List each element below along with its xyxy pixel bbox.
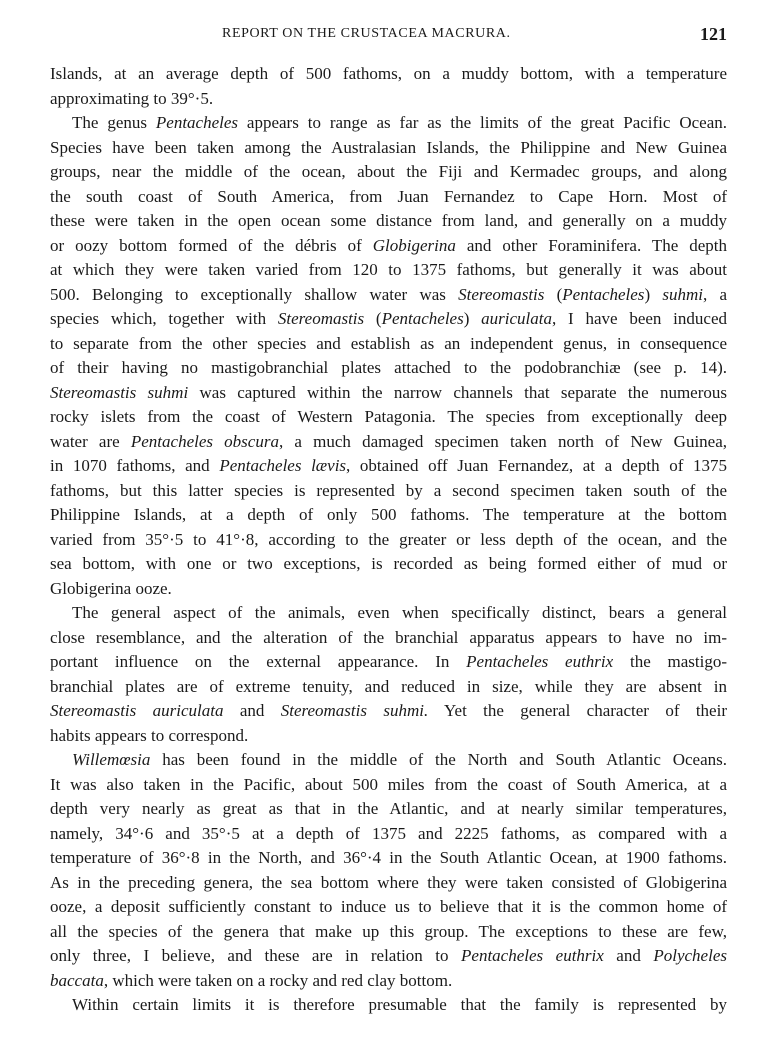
paragraph — [50, 993, 727, 1018]
text-run: depth very nearly as great as that in the Atlantic, and at nearly similar temperatures, — [50, 799, 727, 818]
text-run: all the species of the genera that make up this group. The exceptions to these are few, — [50, 921, 727, 941]
text-line — [50, 846, 727, 871]
text-run: Globigerina ooze. — [50, 578, 172, 598]
text-line — [50, 773, 727, 798]
text-run: , I have been induced — [552, 309, 727, 328]
text-run: ( — [544, 284, 563, 304]
text-line — [50, 160, 727, 185]
text-run: only three, I believe, and these are in relation to — [50, 946, 462, 965]
text-run: water are — [50, 431, 131, 451]
text-run: rocky islets from the coast of Western Patagonia. The species from exceptionally deep — [50, 407, 727, 426]
text-run: in 1070 fathoms, and — [50, 456, 220, 475]
paragraph — [50, 601, 727, 748]
text-line — [50, 528, 727, 553]
text-line — [50, 62, 727, 87]
text-run: It was also taken in the Pacific, about 500 miles from the coast of South America, at a — [50, 774, 727, 794]
text-run: these were taken in the open ocean some distance from land, and generally on a muddy — [50, 211, 727, 230]
text-run: and other Foraminifera. The depth — [455, 235, 727, 255]
text-run: groups, near the middle of the ocean, about the Fiji and Kermadec groups, and along — [50, 162, 727, 181]
text-line — [50, 724, 727, 749]
italic-text: suhmi — [662, 284, 703, 304]
text-run: As in the preceding genera, the sea bottom where they were taken consisted of Globigerina — [50, 872, 727, 892]
text-line — [50, 822, 727, 847]
text-line — [50, 944, 727, 969]
text-run: Species have been taken among the Australasian Islands, the Philippine and New Guinea — [50, 137, 727, 157]
text-run: branchial plates are of extreme tenuity, and reduced in size, while they are absent in — [50, 676, 727, 696]
text-line — [50, 479, 727, 504]
text-line — [50, 136, 727, 161]
text-run: has been found in the middle of the North and South Atlantic Oceans. — [150, 750, 727, 769]
text-run: approximating to 39°·5. — [50, 88, 214, 108]
italic-text: Stereomastis suhmi. — [280, 701, 429, 720]
text-run: , a — [702, 284, 727, 304]
text-run: habits appears to correspond. — [50, 725, 249, 745]
text-run: was captured within the narrow channels that separate the numerous — [188, 382, 727, 402]
text-line — [50, 503, 727, 528]
italic-text: Pentacheles euthrix — [461, 946, 604, 965]
text-line — [50, 650, 727, 675]
italic-text: Stereomastis — [458, 284, 545, 304]
text-run: the south coast of South America, from Juan Fernandez to Cape Horn. Most of — [50, 186, 727, 206]
text-run: of their having no mastigobranchial plates attached to the podobranchiæ (see p. 14). — [50, 358, 727, 377]
running-title: REPORT ON THE CRUSTACEA MACRURA. — [222, 26, 511, 41]
paragraph — [50, 62, 727, 111]
text-line — [50, 626, 727, 651]
text-run: appears to range as far as the limits of the great Pacific Ocean. — [238, 113, 727, 132]
text-line — [50, 699, 727, 724]
text-line — [50, 675, 727, 700]
text-line — [50, 920, 727, 945]
text-line — [50, 871, 727, 896]
italic-text: Pentacheles lævis — [219, 456, 347, 475]
page-header — [50, 26, 727, 48]
text-run: varied from 35°·5 to 41°·8, according to the greater or less depth of the ocean, and the — [50, 529, 727, 549]
text-run: and — [223, 701, 281, 720]
italic-text: Polycheles — [653, 946, 727, 965]
paragraph — [50, 111, 727, 601]
italic-text: Pentacheles euthrix — [466, 652, 614, 671]
italic-text: Stereomastis — [277, 309, 365, 328]
italic-text: Pentacheles — [155, 113, 239, 132]
text-run: namely, 34°·6 and 35°·5 at a depth of 1375 and 2225 fathoms, as compared with a — [50, 823, 727, 843]
text-line — [50, 111, 727, 136]
text-run: Within certain limits it is therefore presumable that the family is represented by — [72, 995, 727, 1014]
text-run: The general aspect of the animals, even when specifically distinct, bears a general — [72, 603, 727, 622]
text-run: Philippine Islands, at a depth of only 500 fathoms. The temperature at the bottom — [50, 505, 727, 524]
italic-text: Pentacheles — [562, 284, 645, 304]
italic-text: Globigerina — [372, 235, 456, 255]
text-run: , obtained off Juan Fernandez, at a depth of 1375 — [346, 456, 727, 475]
text-run: to separate from the other species and establish as an independent genus, in consequence — [50, 333, 727, 353]
italic-text: Stereomastis suhmi — [50, 382, 189, 402]
italic-text: Willemœsia — [72, 750, 151, 769]
text-run: ooze, a deposit sufficiently constant to induce us to believe that it is the common home of — [50, 897, 727, 916]
text-run: close resemblance, and the alteration of the branchial apparatus appears to have no im- — [50, 627, 727, 647]
text-run: , a much damaged specimen taken north of New Guinea, — [278, 431, 727, 451]
text-line — [50, 405, 727, 430]
text-run: at which they were taken varied from 120 to 1375 fathoms, but generally it was about — [50, 260, 727, 279]
text-run: ( — [364, 309, 382, 328]
text-run: Islands, at an average depth of 500 fathoms, on a muddy bottom, with a temperature — [50, 64, 727, 83]
body-text — [50, 62, 727, 1018]
text-run: or oozy bottom formed of the débris of — [50, 235, 373, 255]
page-number: 121 — [700, 24, 727, 44]
text-line — [50, 307, 727, 332]
text-run: ) — [644, 284, 663, 304]
text-line — [50, 454, 727, 479]
text-run: , which were taken on a rocky and red clay bottom. — [103, 970, 453, 990]
text-run: temperature of 36°·8 in the North, and 36°·4 in the South Atlantic Ocean, at 1900 fathoms. — [50, 848, 727, 867]
text-run: fathoms, but this latter species is represented by a second specimen taken south of the — [50, 480, 727, 500]
text-line — [50, 234, 727, 259]
text-line — [50, 552, 727, 577]
text-line — [50, 258, 727, 283]
text-line — [50, 356, 727, 381]
text-run: ) — [463, 309, 482, 328]
text-line — [50, 969, 727, 994]
text-run: The genus — [72, 113, 156, 132]
text-run: Yet the general character of their — [428, 701, 727, 720]
text-line — [50, 87, 727, 112]
text-line — [50, 577, 727, 602]
text-line — [50, 993, 727, 1018]
italic-text: baccata — [50, 970, 104, 990]
text-line — [50, 748, 727, 773]
text-line — [50, 430, 727, 455]
text-line — [50, 185, 727, 210]
text-run: species which, together with — [50, 309, 278, 328]
italic-text: auriculata — [481, 309, 553, 328]
text-line — [50, 895, 727, 920]
text-run: 500. Belonging to exceptionally shallow water was — [50, 284, 459, 304]
paragraph — [50, 748, 727, 993]
italic-text: Pentacheles obscura — [130, 431, 279, 451]
text-line — [50, 797, 727, 822]
text-run: portant influence on the external appearance. In — [50, 652, 467, 671]
text-line — [50, 209, 727, 234]
text-run: the mastigo- — [613, 652, 727, 671]
italic-text: Stereomastis auriculata — [50, 701, 224, 720]
text-line — [50, 332, 727, 357]
text-run: and — [603, 946, 654, 965]
text-line — [50, 283, 727, 308]
italic-text: Pentacheles — [381, 309, 464, 328]
text-line — [50, 601, 727, 626]
text-run: sea bottom, with one or two exceptions, is recorded as being formed either of mud or — [50, 554, 727, 573]
text-line — [50, 381, 727, 406]
